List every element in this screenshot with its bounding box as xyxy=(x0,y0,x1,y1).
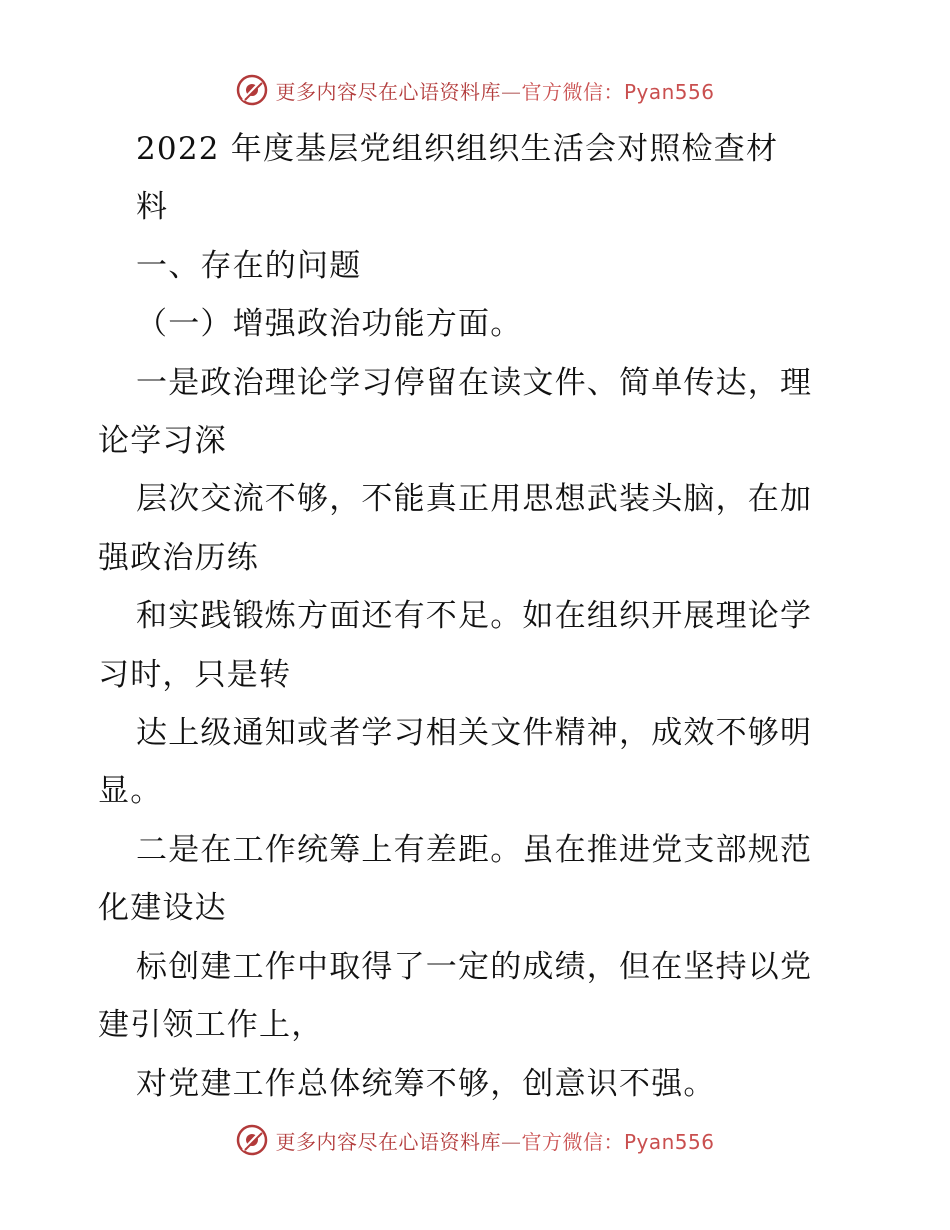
paragraph-line: 一是政治理论学习停留在读文件、简单传达，理 xyxy=(136,364,813,401)
paragraph-line: 论学习深 xyxy=(98,423,227,460)
paragraph-line: 和实践锻炼方面还有不足。如在组织开展理论学 xyxy=(136,598,813,635)
watermark-footer xyxy=(0,1120,950,1160)
watermark-text: 更多内容尽在心语资料库—官方微信：Pyan556 xyxy=(275,1129,715,1154)
paragraph-line: 层次交流不够，不能真正用思想武装头脑，在加 xyxy=(136,481,813,518)
paragraph-line: 二是在工作统筹上有差距。虽在推进党支部规范 xyxy=(136,831,813,868)
paragraph-line: 建引领工作上， xyxy=(98,1007,324,1044)
paragraph-line: 习时，只是转 xyxy=(98,656,292,693)
doc-title-line-2: 料 xyxy=(136,189,169,226)
document-body xyxy=(98,120,868,1113)
paragraph-line: 达上级通知或者学习相关文件精神，成效不够明 xyxy=(136,715,813,752)
paragraph-line: 化建设达 xyxy=(98,890,227,927)
paragraph-line: 对党建工作总体统筹不够，创意识不强。 xyxy=(136,1065,716,1102)
ink-stamp-icon xyxy=(235,1123,269,1157)
doc-title-line-1: 2022 年度基层党组织组织生活会对照检查材 xyxy=(136,131,779,167)
paragraph-line: 强政治历练 xyxy=(98,539,259,576)
ink-stamp-icon xyxy=(235,73,269,107)
watermark-text: 更多内容尽在心语资料库—官方微信：Pyan556 xyxy=(275,79,715,104)
watermark-header xyxy=(0,70,950,110)
subsection-heading: （一）增强政治功能方面。 xyxy=(136,306,523,343)
paragraph-line: 标创建工作中取得了一定的成绩，但在坚持以党 xyxy=(136,948,813,985)
section-heading: 一、存在的问题 xyxy=(136,247,362,284)
paragraph-line: 显。 xyxy=(98,773,163,810)
